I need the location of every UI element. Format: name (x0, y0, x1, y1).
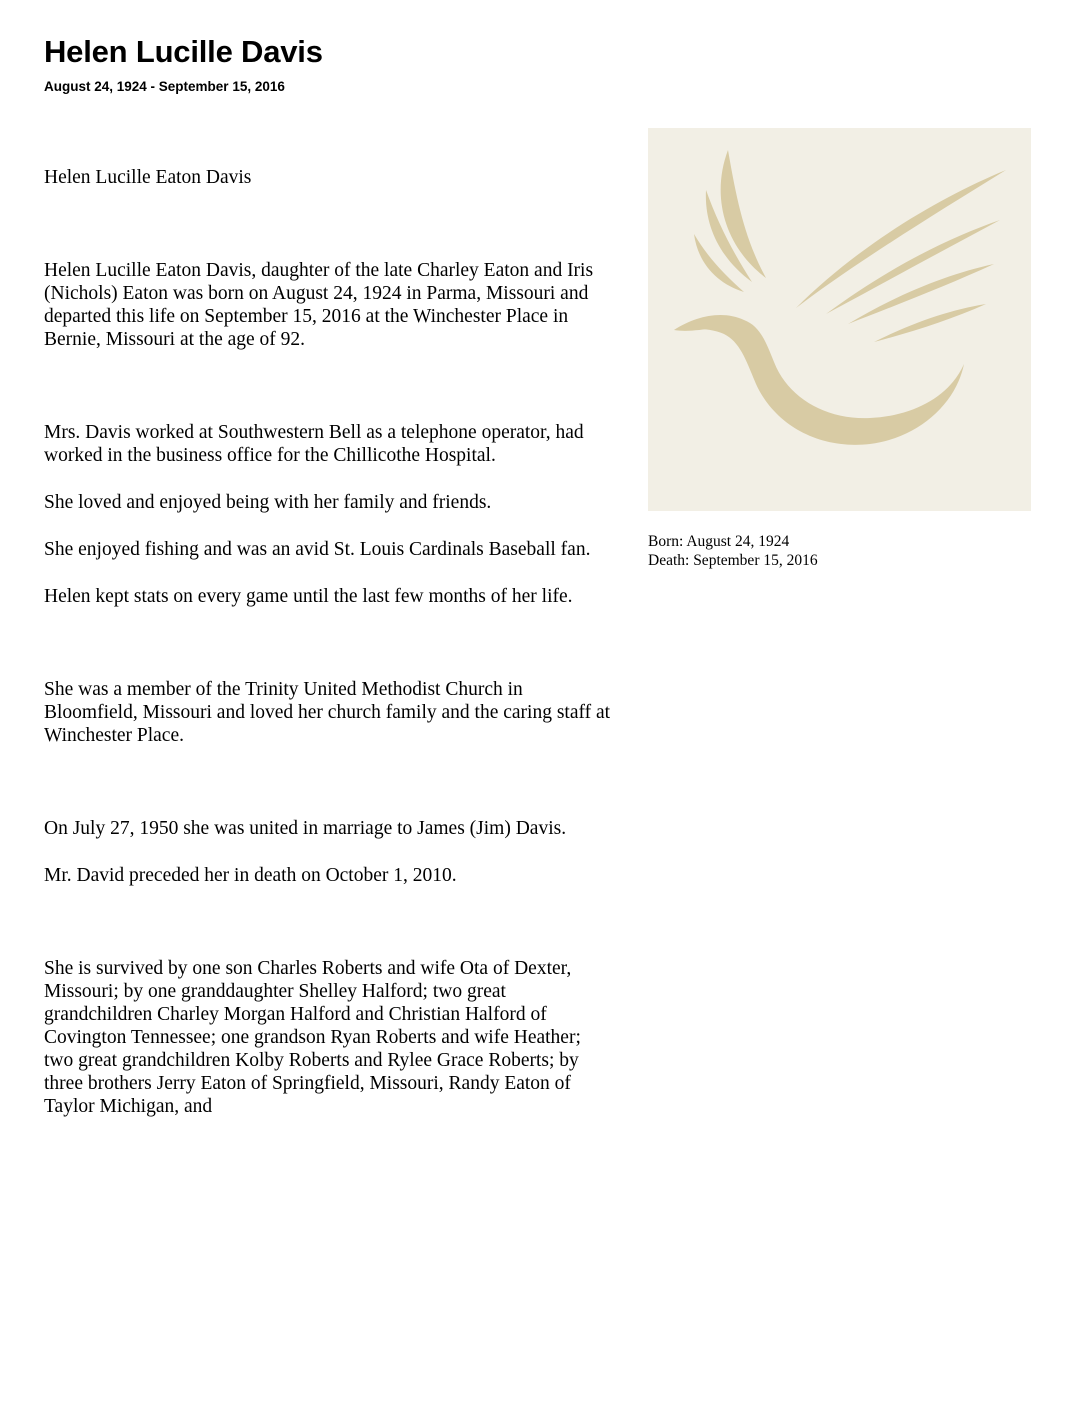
obituary-paragraph-birth: Helen Lucille Eaton Davis, daughter of the late Charley Eaton and Iris (Nichols) Eaton was born on August 24, 1924 in Parma, Missouri and departed this life on September 15, 2016 at the Winchester Place in Bernie, Missouri at the age of 92. (44, 260, 594, 350)
obituary-full-name: Helen Lucille Eaton Davis (44, 167, 252, 188)
born-date: Born: August 24, 1924 (648, 533, 790, 550)
obituary-paragraph-family: She loved and enjoyed being with her family and friends. (44, 492, 492, 513)
obituary-paragraph-preceded: Mr. David preceded her in death on October 1, 2010. (44, 865, 457, 886)
obituary-paragraph-work: Mrs. Davis worked at Southwestern Bell as a telephone operator, had worked in the business office for the Chillicothe Hospital. (44, 422, 584, 466)
life-summary (648, 532, 818, 570)
life-dates: August 24, 1924 - September 15, 2016 (44, 79, 285, 94)
death-date: Death: September 15, 2016 (648, 552, 818, 569)
obituary-body (44, 166, 614, 1118)
obituary-paragraph-hobbies: She enjoyed fishing and was an avid St. Louis Cardinals Baseball fan. (44, 539, 591, 560)
obituary-paragraph-marriage: On July 27, 1950 she was united in marriage to James (Jim) Davis. (44, 818, 567, 839)
dove-icon (648, 128, 1031, 511)
obituary-paragraph-church: She was a member of the Trinity United Methodist Church in Bloomfield, Missouri and loved her church family and the caring staff at Winchester Place. (44, 679, 611, 746)
obituary-paragraph-survivors: She is survived by one son Charles Roberts and wife Ota of Dexter, Missouri; by one granddaughter Shelley Halford; two great grandchildren Charley Morgan Halford and Christian Halford of Covington Tennessee; one grandson Ryan Roberts and wife Heather; two great grandchildren Kolby Roberts and Rylee Grace Roberts; by three brothers Jerry Eaton of Springfield, Missouri, Randy Eaton of Taylor Michigan, and (44, 958, 581, 1117)
obituary-paragraph-stats: Helen kept stats on every game until the last few months of her life. (44, 586, 573, 607)
memorial-image (648, 128, 1031, 511)
page-title: Helen Lucille Davis (44, 34, 323, 69)
